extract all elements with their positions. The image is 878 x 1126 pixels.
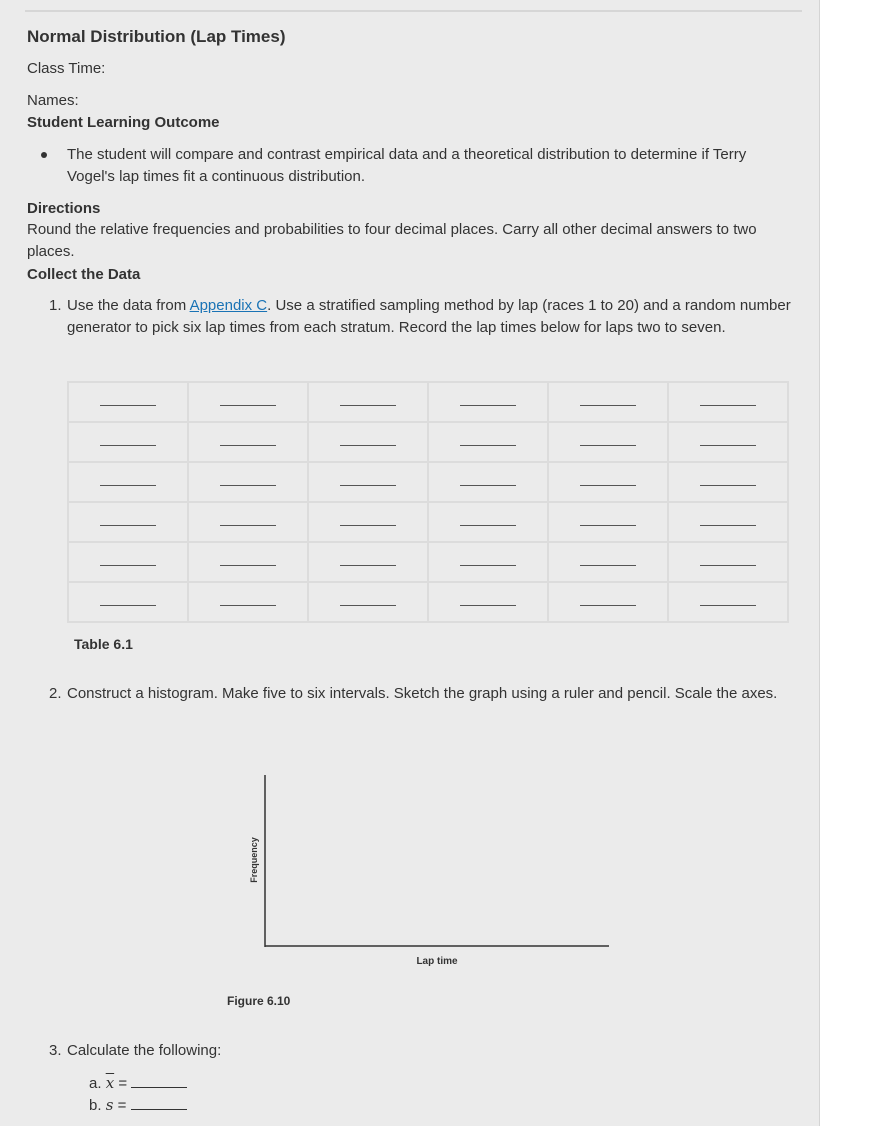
calc-b-row (89, 1096, 187, 1114)
table-row (68, 382, 788, 422)
table-cell (668, 582, 788, 622)
answer-blank[interactable] (700, 485, 756, 486)
top-divider (25, 10, 802, 12)
right-margin-panel (819, 0, 878, 1126)
table-cell (308, 542, 428, 582)
table-cell (428, 502, 548, 542)
answer-blank[interactable] (700, 405, 756, 406)
answer-blank[interactable] (340, 445, 396, 446)
table-cell (548, 502, 668, 542)
answer-blank[interactable] (700, 525, 756, 526)
calc-b-equals: = (117, 1097, 127, 1114)
answer-blank[interactable] (340, 525, 396, 526)
answer-blank[interactable] (700, 445, 756, 446)
step-2-number: 2. (49, 685, 62, 702)
histogram-figure (230, 770, 630, 970)
answer-blank[interactable] (580, 405, 636, 406)
answer-blank[interactable] (580, 485, 636, 486)
answer-blank[interactable] (100, 445, 156, 446)
table-cell (68, 382, 188, 422)
answer-blank[interactable] (340, 405, 396, 406)
table-cell (68, 422, 188, 462)
table-cell (188, 462, 308, 502)
answer-blank[interactable] (460, 525, 516, 526)
calc-b-blank[interactable] (131, 1097, 187, 1110)
step-1-text (67, 295, 797, 339)
calc-b-symbol: s (105, 1096, 114, 1114)
table-cell (428, 422, 548, 462)
table-cell (308, 382, 428, 422)
calc-a-blank[interactable] (131, 1075, 187, 1088)
table-cell (308, 422, 428, 462)
answer-blank[interactable] (460, 605, 516, 606)
table-cell (548, 542, 668, 582)
table-cell (308, 462, 428, 502)
table-cell (68, 582, 188, 622)
table-caption: Table 6.1 (74, 636, 133, 652)
table-cell (668, 462, 788, 502)
table-cell (308, 502, 428, 542)
slo-heading: Student Learning Outcome (27, 114, 220, 131)
step-3-text: Calculate the following: (67, 1042, 222, 1059)
page-title: Normal Distribution (Lap Times) (27, 27, 286, 46)
table-cell (308, 582, 428, 622)
answer-blank[interactable] (100, 525, 156, 526)
answer-blank[interactable] (580, 605, 636, 606)
answer-blank[interactable] (220, 405, 276, 406)
y-axis-label: Frequency (249, 837, 259, 883)
table-cell (428, 462, 548, 502)
names-label: Names: (27, 92, 79, 109)
table-cell (668, 542, 788, 582)
table-cell (428, 542, 548, 582)
answer-blank[interactable] (700, 605, 756, 606)
table-cell (68, 542, 188, 582)
answer-blank[interactable] (340, 565, 396, 566)
table-cell (68, 462, 188, 502)
answer-blank[interactable] (340, 605, 396, 606)
directions-text: Round the relative frequencies and probabilities to four decimal places. Carry all other decimal answers to two places. (27, 221, 757, 260)
answer-blank[interactable] (460, 405, 516, 406)
answer-blank[interactable] (220, 525, 276, 526)
table-cell (188, 422, 308, 462)
directions-heading: Directions (27, 200, 101, 217)
table-row (68, 422, 788, 462)
answer-blank[interactable] (100, 605, 156, 606)
class-time-label: Class Time: (27, 60, 106, 77)
table-cell (188, 382, 308, 422)
step-2-text: Construct a histogram. Make five to six intervals. Sketch the graph using a ruler and pencil. Scale the axes. (67, 685, 778, 702)
table-cell (548, 422, 668, 462)
table-cell (428, 582, 548, 622)
table-cell (428, 382, 548, 422)
table-cell (68, 502, 188, 542)
answer-blank[interactable] (220, 445, 276, 446)
calc-a-equals: = (118, 1075, 128, 1092)
x-axis-label: Lap time (416, 956, 458, 967)
calc-b-prefix: b. (89, 1097, 102, 1114)
table-cell (668, 422, 788, 462)
answer-blank[interactable] (460, 445, 516, 446)
answer-blank[interactable] (100, 565, 156, 566)
appendix-c-link[interactable]: Appendix C (189, 297, 268, 314)
step-1-number: 1. (49, 297, 62, 314)
calc-a-row (89, 1074, 187, 1092)
answer-blank[interactable] (460, 565, 516, 566)
table-cell (188, 502, 308, 542)
answer-blank[interactable] (220, 605, 276, 606)
answer-blank[interactable] (580, 565, 636, 566)
table-row (68, 502, 788, 542)
table-cell (548, 582, 668, 622)
figure-caption: Figure 6.10 (227, 994, 291, 1008)
collect-heading: Collect the Data (27, 266, 141, 283)
answer-blank[interactable] (580, 445, 636, 446)
table-cell (188, 542, 308, 582)
calc-a-prefix: a. (89, 1075, 102, 1092)
step-1-post: . Use a stratified sampling method by lap (races 1 to 20) and a random number generator to pick six lap times from each stratum. Record the lap times below for laps two to seven. (67, 297, 791, 336)
answer-blank[interactable] (700, 565, 756, 566)
table-row (68, 542, 788, 582)
answer-blank[interactable] (340, 485, 396, 486)
answer-blank[interactable] (580, 525, 636, 526)
answer-blank[interactable] (100, 485, 156, 486)
answer-blank[interactable] (220, 485, 276, 486)
answer-blank[interactable] (100, 405, 156, 406)
answer-blank[interactable] (220, 565, 276, 566)
slo-bullet-text: The student will compare and contrast empirical data and a theoretical distribution to determine if Terry Vogel's lap times fit a continuous distribution. (67, 146, 747, 185)
table-cell (188, 582, 308, 622)
step-1-pre: Use the data from (67, 297, 190, 314)
table-cell (548, 462, 668, 502)
table-row (68, 582, 788, 622)
table-row (68, 462, 788, 502)
table-cell (548, 382, 668, 422)
step-3-number: 3. (49, 1042, 62, 1059)
calc-a-symbol: $\overline{x}$ (105, 1074, 115, 1092)
lap-times-table (67, 381, 789, 623)
table-cell (668, 382, 788, 422)
bullet-icon (41, 152, 47, 158)
answer-blank[interactable] (460, 485, 516, 486)
table-cell (668, 502, 788, 542)
